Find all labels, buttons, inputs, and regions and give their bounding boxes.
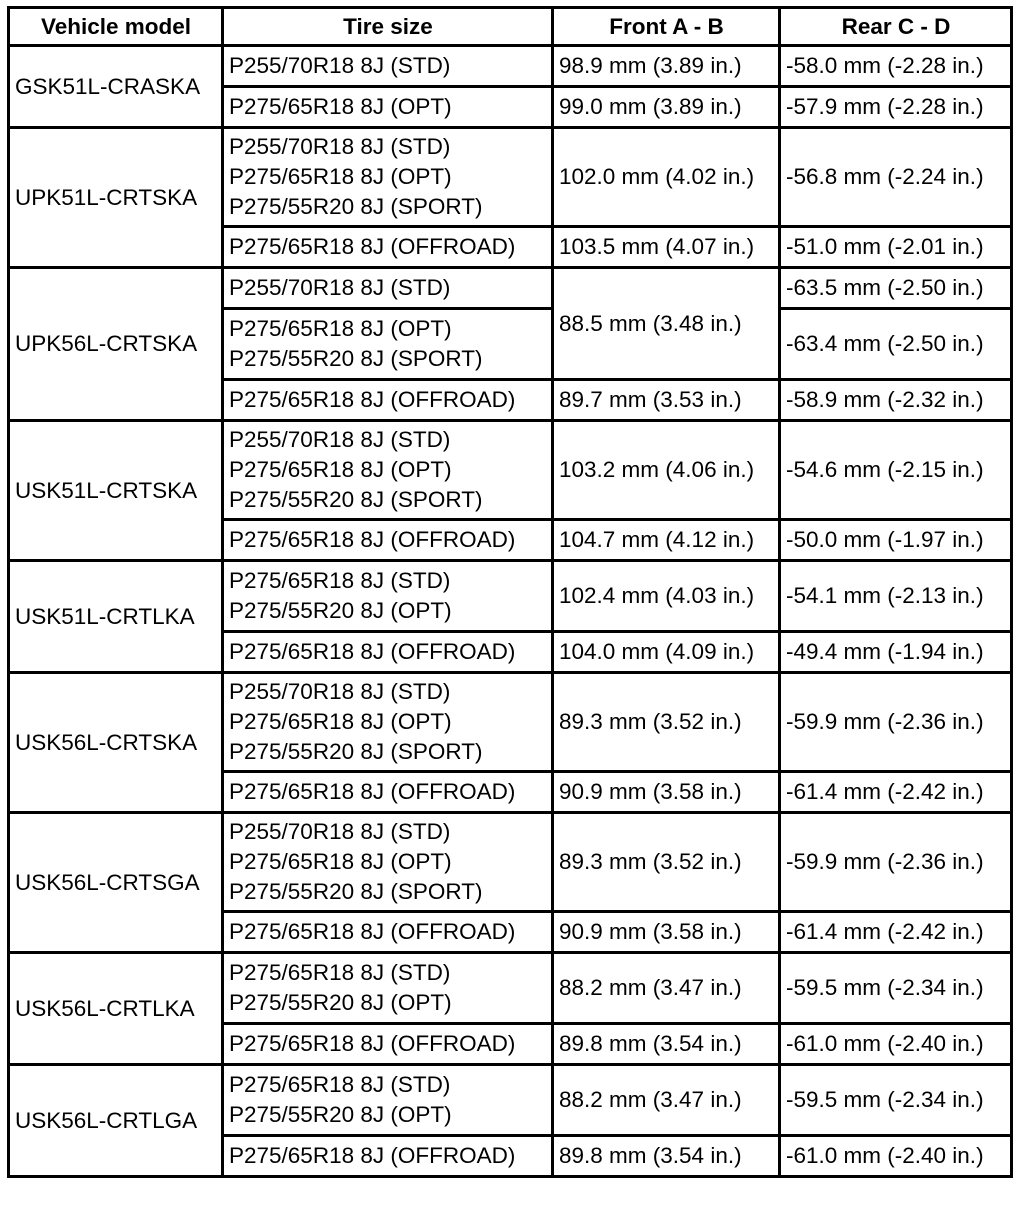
tire-size-entry: P275/55R20 8J (SPORT) <box>229 879 483 904</box>
vehicle-model-cell: USK56L-CRTLKA <box>9 953 223 1065</box>
rear-offset-cell: -58.9 mm (-2.32 in.) <box>780 380 1012 421</box>
rear-offset-cell: -50.0 mm (-1.97 in.) <box>780 520 1012 561</box>
tire-size-entry: P275/65R18 8J (OPT) <box>229 849 452 874</box>
tire-size-cell <box>223 268 553 309</box>
rear-offset-cell: -58.0 mm (-2.28 in.) <box>780 46 1012 87</box>
front-offset-cell: 104.0 mm (4.09 in.) <box>553 632 780 673</box>
header-vehicle-model: Vehicle model <box>9 8 223 46</box>
tire-size-cell <box>223 46 553 87</box>
rear-offset-cell: -56.8 mm (-2.24 in.) <box>780 128 1012 227</box>
tire-size-entry: P255/70R18 8J (STD) <box>229 819 451 844</box>
tire-offset-spec-table <box>7 6 1013 1178</box>
tire-size-entry: P275/55R20 8J (OPT) <box>229 1102 452 1127</box>
tire-size-entry: P275/65R18 8J (STD) <box>229 568 451 593</box>
vehicle-model-cell: USK56L-CRTSKA <box>9 673 223 813</box>
tire-size-cell <box>223 128 553 227</box>
table-row <box>9 673 1012 772</box>
tire-size-cell <box>223 673 553 772</box>
tire-size-entry: P275/65R18 8J (OPT) <box>229 94 452 119</box>
tire-size-cell <box>223 380 553 421</box>
tire-size-cell <box>223 772 553 813</box>
front-offset-cell: 103.5 mm (4.07 in.) <box>553 227 780 268</box>
vehicle-model-cell: USK56L-CRTLGA <box>9 1065 223 1177</box>
front-offset-cell: 89.7 mm (3.53 in.) <box>553 380 780 421</box>
rear-offset-cell: -61.0 mm (-2.40 in.) <box>780 1024 1012 1065</box>
tire-size-entry: P275/55R20 8J (OPT) <box>229 990 452 1015</box>
tire-size-entry: P255/70R18 8J (STD) <box>229 134 451 159</box>
front-offset-cell: 98.9 mm (3.89 in.) <box>553 46 780 87</box>
tire-size-entry: P275/55R20 8J (SPORT) <box>229 194 483 219</box>
rear-offset-cell: -63.5 mm (-2.50 in.) <box>780 268 1012 309</box>
tire-size-cell <box>223 520 553 561</box>
vehicle-model-cell: GSK51L-CRASKA <box>9 46 223 128</box>
rear-offset-cell: -49.4 mm (-1.94 in.) <box>780 632 1012 673</box>
front-offset-cell: 89.3 mm (3.52 in.) <box>553 813 780 912</box>
front-offset-cell: 102.4 mm (4.03 in.) <box>553 561 780 632</box>
tire-size-cell <box>223 632 553 673</box>
rear-offset-cell: -61.4 mm (-2.42 in.) <box>780 772 1012 813</box>
tire-size-entry: P255/70R18 8J (STD) <box>229 427 451 452</box>
tire-size-entry: P275/65R18 8J (OFFROAD) <box>229 919 516 944</box>
rear-offset-cell: -59.9 mm (-2.36 in.) <box>780 673 1012 772</box>
rear-offset-cell: -59.9 mm (-2.36 in.) <box>780 813 1012 912</box>
tire-size-cell <box>223 87 553 128</box>
front-offset-cell: 89.8 mm (3.54 in.) <box>553 1136 780 1177</box>
table-row <box>9 953 1012 1024</box>
tire-size-cell <box>223 421 553 520</box>
front-offset-cell: 90.9 mm (3.58 in.) <box>553 912 780 953</box>
rear-offset-cell: -59.5 mm (-2.34 in.) <box>780 1065 1012 1136</box>
tire-size-entry: P255/70R18 8J (STD) <box>229 53 451 78</box>
table-row <box>9 128 1012 227</box>
tire-size-cell <box>223 1024 553 1065</box>
tire-size-cell <box>223 1065 553 1136</box>
tire-size-entry: P275/65R18 8J (OPT) <box>229 316 452 341</box>
vehicle-model-cell: USK51L-CRTLKA <box>9 561 223 673</box>
tire-size-entry: P275/65R18 8J (OFFROAD) <box>229 639 516 664</box>
front-offset-cell: 90.9 mm (3.58 in.) <box>553 772 780 813</box>
tire-size-entry: P275/65R18 8J (STD) <box>229 1072 451 1097</box>
tire-size-cell <box>223 813 553 912</box>
tire-size-cell <box>223 309 553 380</box>
tire-size-entry: P275/65R18 8J (OFFROAD) <box>229 779 516 804</box>
tire-size-entry: P275/55R20 8J (OPT) <box>229 598 452 623</box>
header-row <box>9 8 1012 46</box>
tire-size-cell <box>223 912 553 953</box>
rear-offset-cell: -51.0 mm (-2.01 in.) <box>780 227 1012 268</box>
tire-size-entry: P275/65R18 8J (OFFROAD) <box>229 234 516 259</box>
front-offset-cell: 102.0 mm (4.02 in.) <box>553 128 780 227</box>
vehicle-model-cell: USK51L-CRTSKA <box>9 421 223 561</box>
table-row <box>9 813 1012 912</box>
rear-offset-cell: -54.1 mm (-2.13 in.) <box>780 561 1012 632</box>
tire-size-entry: P275/65R18 8J (OFFROAD) <box>229 1031 516 1056</box>
front-offset-cell: 88.5 mm (3.48 in.) <box>553 268 780 380</box>
tire-size-cell <box>223 1136 553 1177</box>
header-rear: Rear C - D <box>780 8 1012 46</box>
front-offset-cell: 103.2 mm (4.06 in.) <box>553 421 780 520</box>
front-offset-cell: 88.2 mm (3.47 in.) <box>553 1065 780 1136</box>
table-header <box>9 8 1012 46</box>
tire-size-entry: P275/55R20 8J (SPORT) <box>229 487 483 512</box>
tire-size-entry: P255/70R18 8J (STD) <box>229 275 451 300</box>
table-row <box>9 561 1012 632</box>
front-offset-cell: 89.8 mm (3.54 in.) <box>553 1024 780 1065</box>
header-tire-size: Tire size <box>223 8 553 46</box>
rear-offset-cell: -57.9 mm (-2.28 in.) <box>780 87 1012 128</box>
tire-size-cell <box>223 227 553 268</box>
header-front: Front A - B <box>553 8 780 46</box>
tire-size-entry: P275/65R18 8J (OFFROAD) <box>229 527 516 552</box>
front-offset-cell: 88.2 mm (3.47 in.) <box>553 953 780 1024</box>
vehicle-model-cell: UPK51L-CRTSKA <box>9 128 223 268</box>
tire-size-entry: P275/65R18 8J (OFFROAD) <box>229 1143 516 1168</box>
table-row <box>9 46 1012 87</box>
table-row <box>9 1065 1012 1136</box>
tire-size-cell <box>223 953 553 1024</box>
table-row <box>9 268 1012 309</box>
table-row <box>9 421 1012 520</box>
tire-size-entry: P275/65R18 8J (OPT) <box>229 164 452 189</box>
front-offset-cell: 104.7 mm (4.12 in.) <box>553 520 780 561</box>
tire-size-entry: P275/65R18 8J (OFFROAD) <box>229 387 516 412</box>
rear-offset-cell: -61.0 mm (-2.40 in.) <box>780 1136 1012 1177</box>
table-body <box>9 46 1012 1177</box>
tire-size-entry: P275/65R18 8J (STD) <box>229 960 451 985</box>
tire-size-entry: P255/70R18 8J (STD) <box>229 679 451 704</box>
tire-size-cell <box>223 561 553 632</box>
tire-size-entry: P275/55R20 8J (SPORT) <box>229 346 483 371</box>
front-offset-cell: 99.0 mm (3.89 in.) <box>553 87 780 128</box>
rear-offset-cell: -61.4 mm (-2.42 in.) <box>780 912 1012 953</box>
vehicle-model-cell: USK56L-CRTSGA <box>9 813 223 953</box>
tire-size-entry: P275/65R18 8J (OPT) <box>229 709 452 734</box>
tire-size-entry: P275/55R20 8J (SPORT) <box>229 739 483 764</box>
rear-offset-cell: -63.4 mm (-2.50 in.) <box>780 309 1012 380</box>
rear-offset-cell: -59.5 mm (-2.34 in.) <box>780 953 1012 1024</box>
front-offset-cell: 89.3 mm (3.52 in.) <box>553 673 780 772</box>
vehicle-model-cell: UPK56L-CRTSKA <box>9 268 223 421</box>
tire-size-entry: P275/65R18 8J (OPT) <box>229 457 452 482</box>
rear-offset-cell: -54.6 mm (-2.15 in.) <box>780 421 1012 520</box>
